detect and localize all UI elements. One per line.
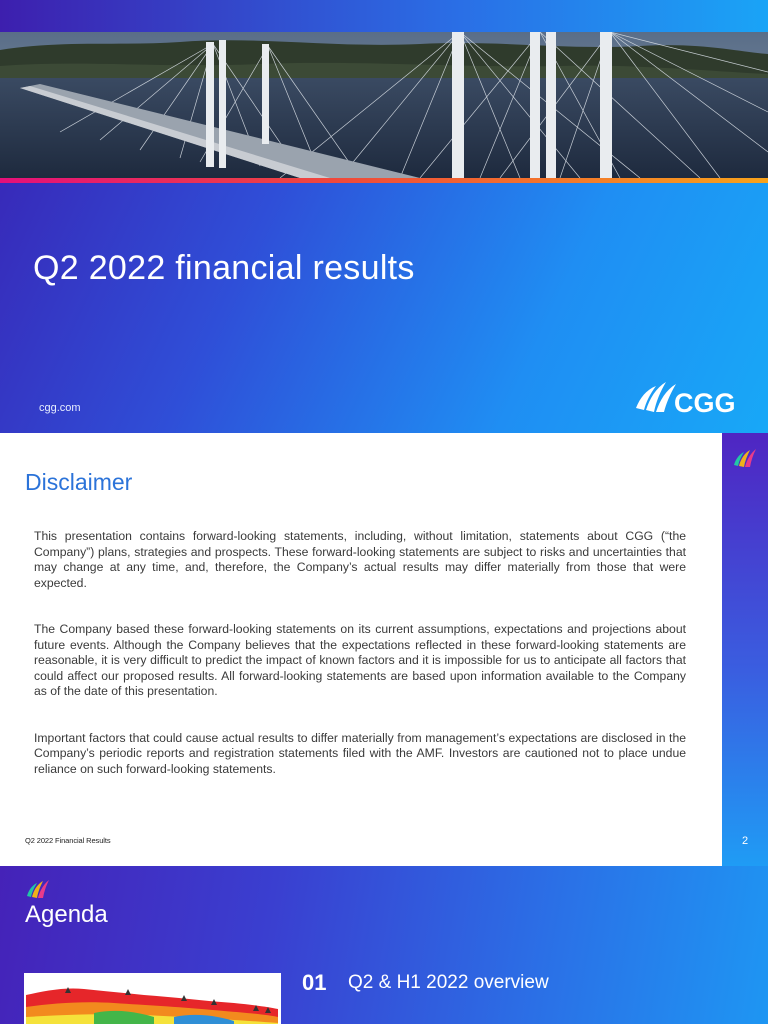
- agenda-heading: Agenda: [25, 901, 108, 928]
- disclaimer-paragraph: This presentation contains forward-looking statements, including, without limitation, statements about CGG (“the Company”) plans, strategies and prospects. These forward-looking statements are subject to risks and uncertainties that may change at any time, and, therefore, the Company’s actual results may differ materially from those that were expected.: [34, 529, 686, 590]
- page-number: 2: [741, 835, 749, 847]
- disclaimer-paragraph: The Company based these forward-looking statements on its current assumptions, expectations and projections about future events. Although the Company believes that the expectations reflected in these forward-looking statements are reasonable, it is very difficult to predict the impact of known factors and it is impossible for us to anticipate all factors that could affect our proposed results. All forward-looking statements are based upon information available to the Company as of the date of this presentation.: [34, 622, 686, 698]
- disclaimer-body: [34, 529, 686, 808]
- side-band: [722, 433, 768, 866]
- bridge-photo: [0, 32, 768, 178]
- footer-label: Q2 2022 Financial Results: [25, 836, 111, 845]
- accent-line: [0, 178, 768, 183]
- agenda-slide: [0, 866, 768, 1024]
- disclaimer-slide: [0, 433, 768, 866]
- top-strip: [0, 0, 768, 32]
- agenda-item-number: 01: [302, 970, 327, 995]
- agenda-item-label: Q2 & H1 2022 overview: [348, 972, 549, 993]
- cgg-logo: [632, 374, 752, 418]
- cgg-small-logo-icon: [25, 876, 51, 900]
- presentation-title: Q2 2022 financial results: [33, 249, 415, 287]
- website-link[interactable]: cgg.com: [39, 402, 81, 414]
- disclaimer-paragraph: Important factors that could cause actual results to differ materially from management’s expectations are disclosed in the Company’s periodic reports and registration statements filed with the AMF. Investors are cautioned not to place undue reliance on such forward-looking statements.: [34, 730, 686, 776]
- seismic-section-image: [24, 973, 281, 1024]
- title-slide: [0, 0, 768, 433]
- cgg-small-logo-icon: [732, 445, 758, 469]
- disclaimer-heading: Disclaimer: [25, 469, 133, 495]
- cgg-logo-text: CGG: [674, 388, 736, 418]
